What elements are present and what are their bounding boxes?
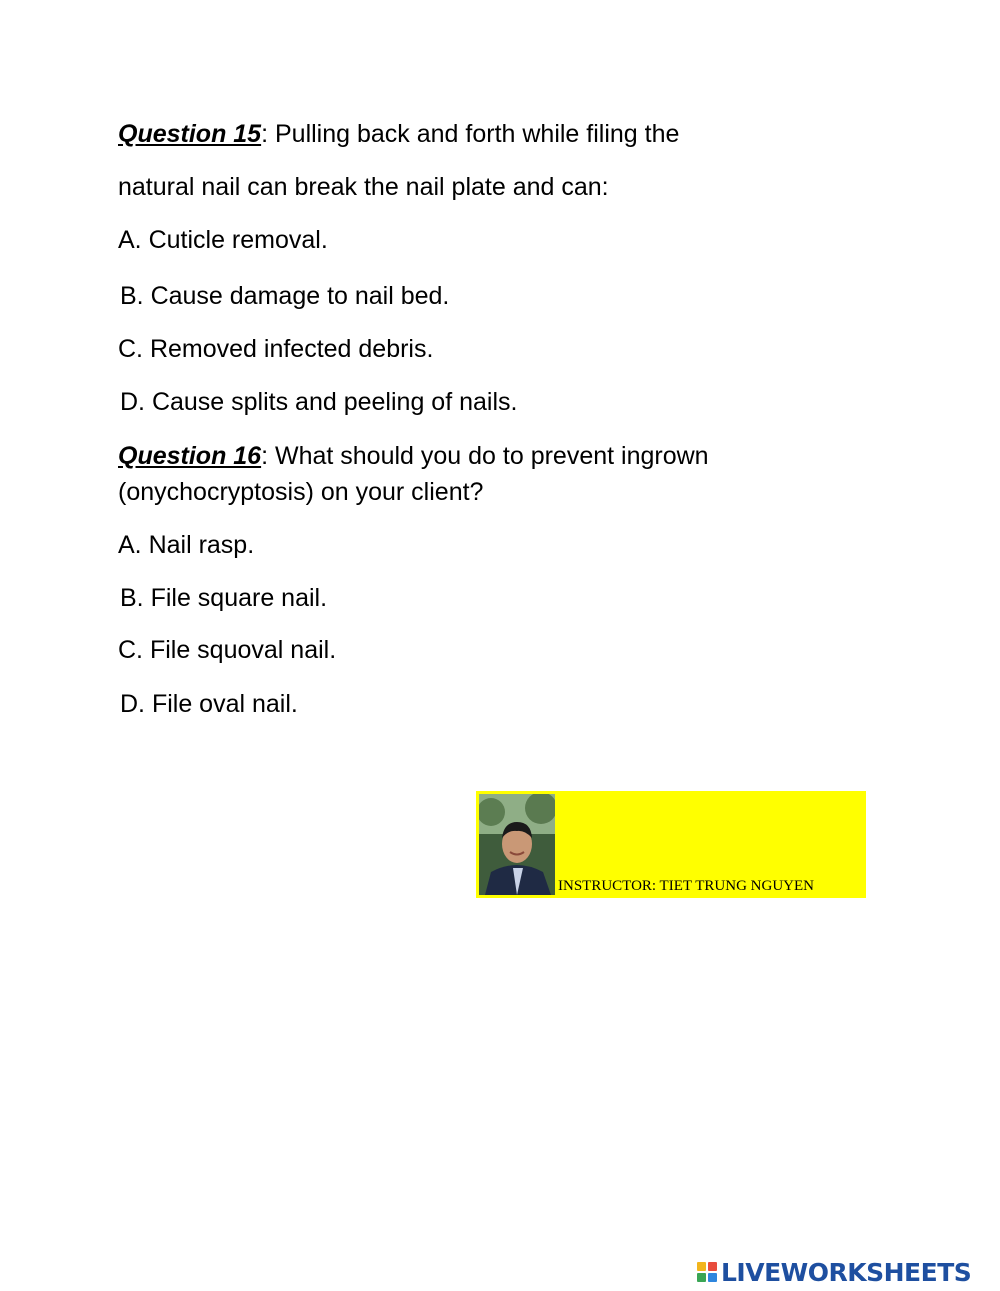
instructor-photo <box>479 794 555 895</box>
instructor-badge <box>476 791 866 898</box>
question-16-line2: (onychocryptosis) on your client? <box>118 478 484 506</box>
question-16-line1 <box>118 441 709 471</box>
question-16-text: : What should you do to prevent ingrown <box>261 442 709 470</box>
question-15-label: Question 15 <box>118 120 262 148</box>
question-15-option-d[interactable]: D. Cause splits and peeling of nails. <box>120 388 518 416</box>
instructor-portrait-icon <box>479 794 555 895</box>
question-15-line1 <box>118 119 679 149</box>
question-16-option-c[interactable]: C. File squoval nail. <box>118 636 337 664</box>
question-15-option-a[interactable]: A. Cuticle removal. <box>118 226 328 254</box>
question-15-text: : Pulling back and forth while filing the <box>261 120 680 148</box>
question-15-option-b[interactable]: B. Cause damage to nail bed. <box>120 282 450 310</box>
question-15-option-c[interactable]: C. Removed infected debris. <box>118 335 434 363</box>
logo-blocks-icon <box>697 1262 717 1282</box>
question-16-option-a[interactable]: A. Nail rasp. <box>118 531 255 559</box>
logo-text: LIVEWORKSHEETS <box>721 1257 972 1287</box>
liveworksheets-logo[interactable] <box>697 1257 971 1287</box>
instructor-caption: INSTRUCTOR: TIET TRUNG NGUYEN <box>558 878 814 894</box>
question-15-line2: natural nail can break the nail plate and can: <box>118 173 609 201</box>
question-16-option-b[interactable]: B. File square nail. <box>120 584 328 612</box>
question-16-option-d[interactable]: D. File oval nail. <box>120 690 298 718</box>
question-16-label: Question 16 <box>118 442 262 470</box>
